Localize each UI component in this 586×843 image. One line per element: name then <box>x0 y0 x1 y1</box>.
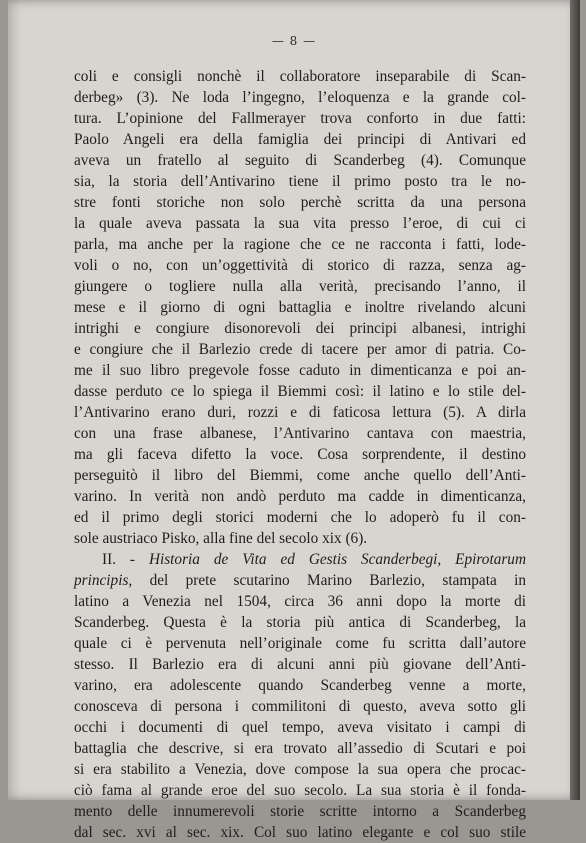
text-line: tura. L’opinione del Fallmerayer trova conforto in due fatti: <box>74 110 526 127</box>
text-line: me il suo libro pregevole fosse caduto in dimenticanza e poi an- <box>74 362 526 379</box>
text-line: giungere o togliere nulla alla verità, precisando l’anno, il <box>74 278 526 295</box>
text-line: varino, era adolescente quando Scanderbeg venne a morte, <box>74 677 526 694</box>
text-line: quale ci è pervenuta nell’originale come fu scritta dall’autore <box>74 635 526 652</box>
text-line: derbeg» (3). Ne loda l’ingegno, l’eloquenza e la grande col- <box>74 89 526 106</box>
text-line: stesso. Il Barlezio era di alcuni anni più giovane dell’Anti- <box>74 656 526 673</box>
text-line: dasse perduto ce lo spiega il Biemmi così: il latino e lo stile del- <box>74 383 526 400</box>
text-line: ma gli faceva difetto la voce. Cosa sorprendente, il destino <box>74 446 526 463</box>
text-line <box>74 549 526 570</box>
page-edge-shadow <box>570 0 580 800</box>
text-line: e congiure che il Barlezio crede di tacere per amor di patria. Co- <box>74 341 526 358</box>
text-line: stre fonti storiche non solo perchè scritta da una persona <box>74 194 526 211</box>
paragraph-2 <box>74 549 526 843</box>
text-line: ciò fama al grande eroe del suo secolo. La sua storia è il fonda- <box>74 782 526 799</box>
text-line: Paolo Angeli era della famiglia dei principi di Antivari ed <box>74 131 526 148</box>
work-title-continued: principis, <box>74 572 133 589</box>
text-line: la quale aveva passata la sua vita presso l’eroe, di cui ci <box>74 215 526 232</box>
text-line: mese e il giorno di ogni battaglia e inoltre rivelando alcuni <box>74 299 526 316</box>
text-line: aveva un fratello al seguito di Scanderbeg (4). Comunque <box>74 152 526 169</box>
section-number: II. - <box>102 551 149 568</box>
text-line: latino a Venezia nel 1504, circa 36 anni dopo la morte di <box>74 593 526 610</box>
body-text <box>74 66 526 843</box>
text-line: varino. In verità non andò perduto ma cadde in dimenticanza, <box>74 488 526 505</box>
text-line <box>74 570 526 591</box>
text-line: dal sec. xvi al sec. xix. Col suo latino elegante e col suo stile <box>74 824 526 841</box>
text-line: si era stabilito a Venezia, dove compose la sua opera che procac- <box>74 761 526 778</box>
text-line: l’Antivarino erano duri, rozzi e di faticosa lettura (5). A dirla <box>74 404 526 421</box>
text-line: parla, ma anche per la ragione che ce ne racconta i fatti, lode- <box>74 236 526 253</box>
book-page <box>8 0 580 841</box>
text-line: intrighi e congiure disonorevoli dei principi albanesi, intrighi <box>74 320 526 337</box>
work-title: Historia de Vita ed Gestis Scanderbegi, Epirotarum <box>148 551 526 568</box>
page-number: — 8 — <box>271 34 317 48</box>
text-line: occhi i documenti di quel tempo, aveva visitato i campi di <box>74 719 526 736</box>
text-line: mento delle innumerevoli storie scritte intorno a Scanderbeg <box>74 803 526 820</box>
text-line: voli o no, con un’oggettività di storico di razza, senza ag- <box>74 257 526 274</box>
text-segment: del prete scutarino Marino Barlezio, stampata in <box>132 572 526 589</box>
text-line: battaglia che descrive, si era trovato all’assedio di Scutari e poi <box>74 740 526 757</box>
text-line: sia, la storia dell’Antivarino tiene il primo posto tra le no- <box>74 173 526 190</box>
text-line: sole austriaco Pisko, alla fine del secolo xix (6). <box>74 530 368 547</box>
text-line: coli e consigli nonchè il collaboratore inseparabile di Scan- <box>74 68 526 85</box>
text-line: Scanderbeg. Questa è la storia più antica di Scanderbeg, la <box>74 614 526 631</box>
text-line: ed il primo degli storici moderni che lo adoperò fu il con- <box>74 509 526 526</box>
paragraph-1 <box>74 66 526 549</box>
text-line: perseguitò il libro del Biemmi, come anche quello dell’Anti- <box>74 467 526 484</box>
text-line: con una frase albanese, l’Antivarino cantava con maestria, <box>74 425 526 442</box>
text-line: conosceva di persona i commilitoni di questo, aveva sotto gli <box>74 698 526 715</box>
